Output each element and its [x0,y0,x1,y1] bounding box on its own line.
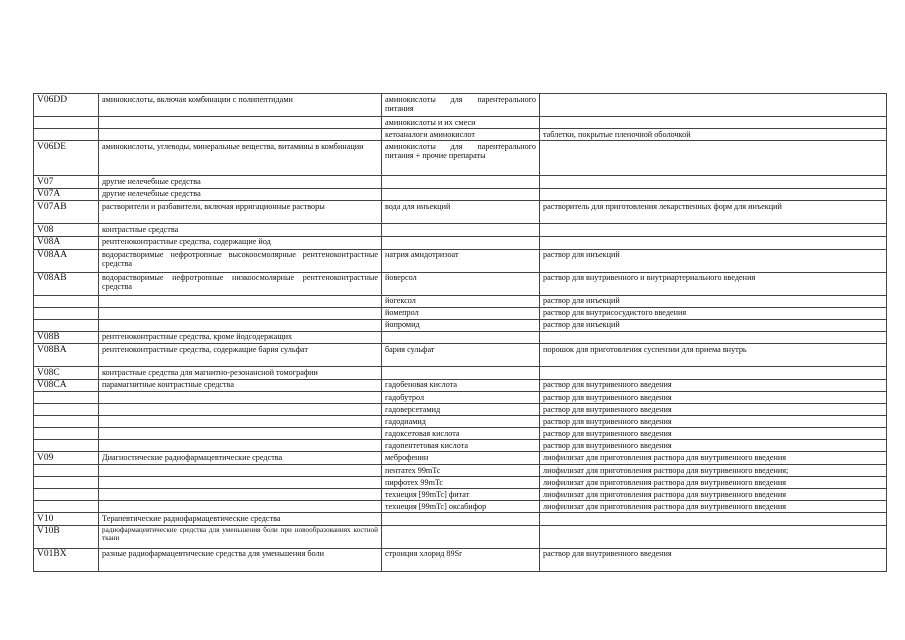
table-row [34,416,887,428]
group-name-cell: контрастные средства [99,224,382,237]
group-name-cell: парамагнитные контрастные средства [99,379,382,392]
dosage-form-cell: раствор для инъекций [540,319,887,331]
table-row [34,188,887,201]
substance-cell: гадоверсетамид [382,404,540,416]
dosage-form-cell: растворитель для приготовления лекарственных форм для инъекций [540,201,887,224]
atc-code-cell [34,404,99,416]
substance-cell: меброфенин [382,452,540,465]
dosage-form-cell: лиофилизат для приготовления раствора для внутривенного введения [540,489,887,501]
group-name-cell: другие нелечебные средства [99,176,382,189]
table-row [34,404,887,416]
group-name-cell: водорастворимые нефротропные низкоосмолярные рентгеноконтрастные средства [99,272,382,295]
table-row [34,379,887,392]
dosage-form-cell [540,224,887,237]
atc-code-cell [34,428,99,440]
table-row [34,176,887,189]
atc-code-cell [34,440,99,452]
group-name-cell [99,477,382,489]
group-name-cell: радиофармацевтические средства для уменьшения боли при новообразованиях костной ткани [99,525,382,548]
substance-cell: аминокислоты для парентерального питания + прочие препараты [382,141,540,176]
atc-code-cell [34,489,99,501]
atc-code-cell [34,117,99,129]
dosage-form-cell: раствор для внутривенного введения [540,404,887,416]
atc-code-cell: V08A [34,236,99,249]
atc-code-cell: V07AB [34,201,99,224]
substance-cell: бария сульфат [382,344,540,367]
group-name-cell: рентгеноконтрастные средства, содержащие бария сульфат [99,344,382,367]
dosage-form-cell: раствор для внутривенного введения [540,392,887,404]
table-row [34,331,887,344]
dosage-form-cell [540,117,887,129]
dosage-form-cell: лиофилизат для приготовления раствора для внутривенного введения; [540,465,887,477]
substance-cell: гадобутрол [382,392,540,404]
dosage-form-cell [540,94,887,117]
group-name-cell: растворители и разбавители, включая ирригационные растворы [99,201,382,224]
substance-cell: натрия амидотризоат [382,249,540,272]
group-name-cell [99,440,382,452]
group-name-cell [99,117,382,129]
substance-cell: йогексол [382,295,540,307]
substance-cell: технеция [99mTc] оксабифор [382,501,540,513]
substance-cell [382,236,540,249]
table-row [34,513,887,526]
table-row [34,307,887,319]
table-row [34,129,887,141]
atc-code-cell: V08AA [34,249,99,272]
atc-code-cell: V08C [34,367,99,380]
table-row [34,319,887,331]
dosage-form-cell: лиофилизат для приготовления раствора для внутривенного введения [540,501,887,513]
group-name-cell: аминокислоты, углеводы, минеральные вещества, витамины в комбинации [99,141,382,176]
table-row [34,428,887,440]
group-name-cell: рентгеноконтрастные средства, кроме йодсодержащих [99,331,382,344]
dosage-form-cell [540,188,887,201]
atc-code-cell [34,319,99,331]
dosage-form-cell: таблетки, покрытые пленочной оболочкой [540,129,887,141]
table-row [34,201,887,224]
table-row [34,440,887,452]
substance-cell [382,367,540,380]
table-row [34,272,887,295]
substance-cell: гадоксетовая кислота [382,428,540,440]
group-name-cell [99,307,382,319]
dosage-form-cell: лиофилизат для приготовления раствора для внутривенного введения [540,477,887,489]
group-name-cell: контрастные средства для магнитно-резонансной томографии [99,367,382,380]
dosage-form-cell [540,525,887,548]
group-name-cell [99,465,382,477]
atc-code-cell: V08BA [34,344,99,367]
table-body [34,94,887,572]
group-name-cell [99,489,382,501]
table-row [34,94,887,117]
drug-classification-table [33,93,887,572]
atc-code-cell: V08B [34,331,99,344]
atc-code-cell: V01BX [34,548,99,571]
atc-code-cell: V10B [34,525,99,548]
table-row [34,367,887,380]
table-row [34,501,887,513]
dosage-form-cell [540,367,887,380]
substance-cell [382,188,540,201]
atc-code-cell [34,465,99,477]
atc-code-cell [34,392,99,404]
dosage-form-cell: раствор для инъекций [540,249,887,272]
dosage-form-cell: раствор для инъекций [540,295,887,307]
table-row [34,525,887,548]
group-name-cell [99,501,382,513]
atc-code-cell: V08 [34,224,99,237]
substance-cell: пирфотех 99mTc [382,477,540,489]
table-row [34,477,887,489]
substance-cell: аминокислоты и их смеси [382,117,540,129]
dosage-form-cell: раствор для внутривенного введения [540,428,887,440]
atc-code-cell: V07 [34,176,99,189]
atc-code-cell [34,307,99,319]
atc-code-cell: V09 [34,452,99,465]
dosage-form-cell [540,236,887,249]
group-name-cell: разные радиофармацевтические средства для уменьшения боли [99,548,382,571]
dosage-form-cell: раствор для внутривенного введения [540,379,887,392]
substance-cell: йоверсол [382,272,540,295]
table-row [34,236,887,249]
group-name-cell [99,295,382,307]
substance-cell: гадодиамид [382,416,540,428]
atc-code-cell: V10 [34,513,99,526]
dosage-form-cell [540,513,887,526]
atc-code-cell [34,501,99,513]
group-name-cell [99,416,382,428]
group-name-cell [99,428,382,440]
atc-code-cell: V06DE [34,141,99,176]
substance-cell [382,176,540,189]
group-name-cell: Терапевтические радиофармацевтические средства [99,513,382,526]
substance-cell [382,525,540,548]
dosage-form-cell: порошок для приготовления суспензии для приема внутрь [540,344,887,367]
dosage-form-cell: раствор для внутривенного и внутриартериального введения [540,272,887,295]
group-name-cell: Диагностические радиофармацевтические средства [99,452,382,465]
table-row [34,344,887,367]
substance-cell [382,331,540,344]
substance-cell: стронция хлорид 89Sr [382,548,540,571]
dosage-form-cell: раствор для внутривенного введения [540,548,887,571]
table-row [34,117,887,129]
substance-cell: аминокислоты для парентерального питания [382,94,540,117]
atc-code-cell: V06DD [34,94,99,117]
group-name-cell [99,404,382,416]
table-row [34,249,887,272]
group-name-cell [99,129,382,141]
table-row [34,141,887,176]
group-name-cell [99,392,382,404]
table-row [34,295,887,307]
table-row [34,548,887,571]
substance-cell: пентатех 99mTc [382,465,540,477]
dosage-form-cell: раствор для внутривенного введения [540,440,887,452]
substance-cell: вода для инъекций [382,201,540,224]
substance-cell: кетоаналоги аминокислот [382,129,540,141]
dosage-form-cell: лиофилизат для приготовления раствора для внутривенного введения [540,452,887,465]
atc-code-cell: V08CA [34,379,99,392]
substance-cell: гадопентетовая кислота [382,440,540,452]
substance-cell: технеция [99mTc] фитат [382,489,540,501]
group-name-cell: аминокислоты, включая комбинации с полипептидами [99,94,382,117]
dosage-form-cell [540,176,887,189]
substance-cell [382,224,540,237]
table-row [34,224,887,237]
group-name-cell: другие нелечебные средства [99,188,382,201]
table-row [34,465,887,477]
substance-cell: гадобеновая кислота [382,379,540,392]
dosage-form-cell [540,331,887,344]
atc-code-cell [34,416,99,428]
table-row [34,392,887,404]
group-name-cell [99,319,382,331]
dosage-form-cell: раствор для внутрисосудистого введения [540,307,887,319]
atc-code-cell [34,129,99,141]
atc-code-cell: V07A [34,188,99,201]
dosage-form-cell: раствор для внутривенного введения [540,416,887,428]
group-name-cell: водорастворимые нефротропные высокоосмолярные рентгеноконтрастные средства [99,249,382,272]
atc-code-cell [34,295,99,307]
atc-code-cell [34,477,99,489]
table-row [34,489,887,501]
table-row [34,452,887,465]
group-name-cell: рентгеноконтрастные средства, содержащие йод [99,236,382,249]
dosage-form-cell [540,141,887,176]
substance-cell: йомепрол [382,307,540,319]
atc-code-cell: V08AB [34,272,99,295]
substance-cell [382,513,540,526]
substance-cell: йопромид [382,319,540,331]
